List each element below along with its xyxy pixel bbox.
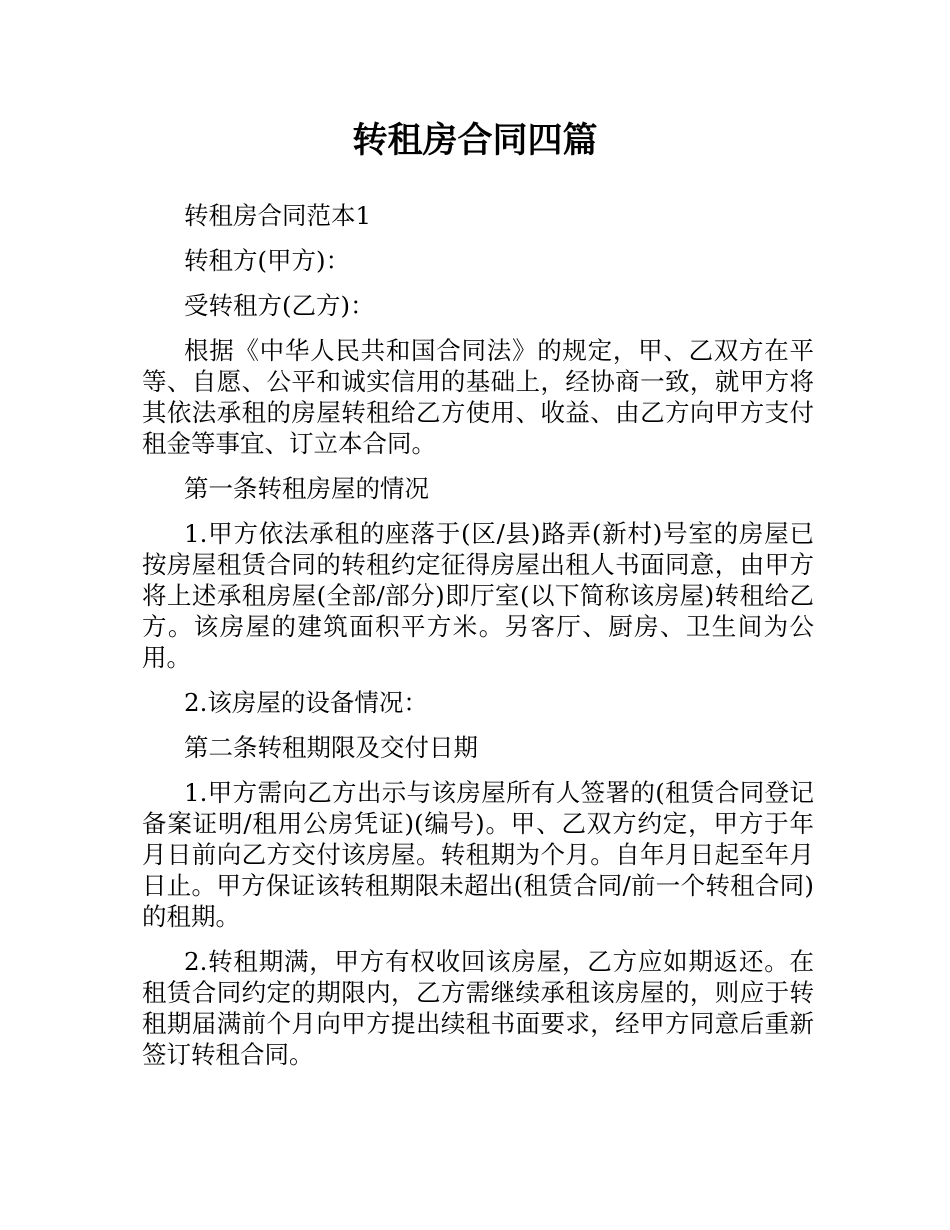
paragraph-article-2-clause-2: 2.转租期满，甲方有权收回该房屋，乙方应如期返还。在租赁合同约定的期限内，乙方需继续承租该房屋的，则应于转租期届满前个月向甲方提出续租书面要求，经甲方同意后重新签订转租合同。 [142,947,814,1069]
paragraph-article-1-clause-2: 2.该房屋的设备情况： [184,688,428,717]
paragraph-article-1-heading: 第一条转租房屋的情况 [184,474,429,503]
paragraph-party-b: 受转租方(乙方)： [184,291,375,320]
document-title: 转租房合同四篇 [352,121,598,161]
paragraph-article-1-clause-1: 1.甲方依法承租的座落于(区/县)路弄(新村)号室的房屋已按房屋租赁合同的转租约定征得房屋出租人书面同意，由甲方将上述承租房屋(全部/部分)即厅室(以下简称该房屋)转租给乙方。该房屋的建筑面积平方米。另客厅、厨房、卫生间为公用。 [142,519,814,672]
paragraph-article-2-clause-1: 1.甲方需向乙方出示与该房屋所有人签署的(租赁合同登记备案证明/租用公房凭证)(编号)。甲、乙双方约定，甲方于年月日前向乙方交付该房屋。转租期为个月。自年月日起至年月日止。甲方保证该转租期限未超出(租赁合同/前一个转租合同)的租期。 [142,778,814,931]
paragraph-article-2-heading: 第二条转租期限及交付日期 [184,733,478,762]
document-body [142,200,814,1084]
paragraph-contract-sample-heading: 转租房合同范本1 [184,201,372,230]
paragraph-party-a: 转租方(甲方)： [184,246,351,275]
paragraph-preamble: 根据《中华人民共和国合同法》的规定，甲、乙双方在平等、自愿、公平和诚实信用的基础上，经协商一致，就甲方将其依法承租的房屋转租给乙方使用、收益、由乙方向甲方支付租金等事宜、订立本合同。 [142,336,814,458]
